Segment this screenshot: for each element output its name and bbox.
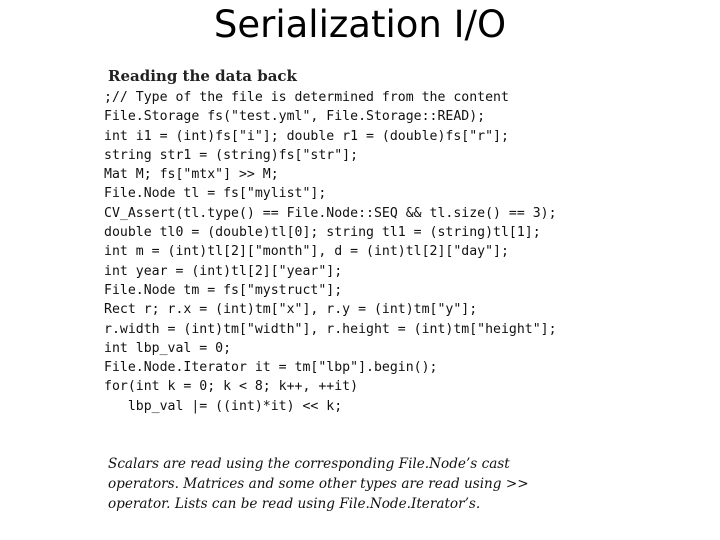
code-line: File.Node.Iterator it = tm["lbp"].begin(); (104, 360, 438, 376)
slide-content (104, 66, 704, 514)
code-line: ;// Type of the file is determined from the content (104, 90, 509, 105)
code-line: File.Storage fs("test.yml", File.Storage::READ); (104, 109, 486, 125)
code-line: Rect r; r.x = (int)tm["x"], r.y = (int)tm["y"]; (104, 302, 478, 318)
code-line: lbp_val |= ((int)*it) << k; (104, 398, 343, 414)
code-line: int year = (int)tl[2]["year"]; (104, 263, 343, 279)
code-line: File.Node tm = fs["mystruct"]; (104, 282, 343, 298)
code-line: Mat M; fs["mtx"] >> M; (104, 167, 279, 183)
caption-paragraph (108, 454, 588, 514)
caption-line: operator. Lists can be read using File.Node.Iterator’s. (108, 496, 481, 513)
code-line: int lbp_val = 0; (104, 340, 232, 356)
code-line: string str1 = (string)fs["str"]; (104, 147, 359, 163)
slide-title: Serialization I/O (213, 3, 507, 46)
section-heading: Reading the data back (108, 67, 297, 85)
code-line: double tl0 = (double)tl[0]; string tl1 = (string)tl[1]; (104, 225, 541, 241)
code-line: CV_Assert(tl.type() == File.Node::SEQ && tl.size() == 3); (104, 205, 557, 221)
caption-line: operators. Matrices and some other types are read using >> (108, 476, 529, 493)
code-line: int m = (int)tl[2]["month"], d = (int)tl[2]["day"]; (104, 244, 509, 260)
code-line: File.Node tl = fs["mylist"]; (104, 186, 327, 202)
code-line: for(int k = 0; k < 8; k++, ++it) (104, 379, 359, 395)
code-line: int i1 = (int)fs["i"]; double r1 = (double)fs["r"]; (104, 128, 509, 144)
caption-line: Scalars are read using the corresponding File.Node’s cast (108, 456, 510, 473)
code-line: r.width = (int)tm["width"], r.height = (int)tm["height"]; (104, 321, 557, 337)
code-block (104, 88, 704, 416)
